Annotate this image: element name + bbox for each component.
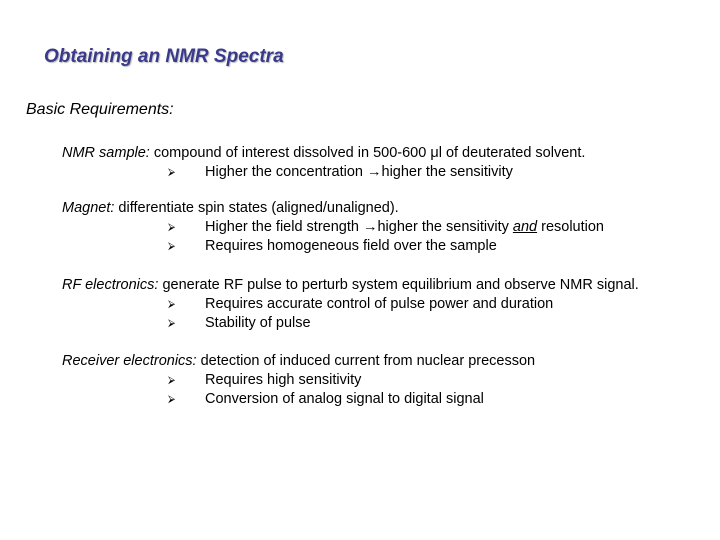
section-nmr-sample xyxy=(62,144,712,182)
bullet-text: Requires accurate control of pulse power and duration xyxy=(205,296,554,312)
section-term: Magnet: xyxy=(62,200,115,216)
section-rf-electronics xyxy=(62,276,712,333)
bullet-text-end: resolution xyxy=(537,219,604,235)
arrow-bullet-icon: ⮚ xyxy=(168,299,176,310)
bullet-item xyxy=(62,371,712,390)
bullet-item xyxy=(62,237,712,256)
arrow-bullet-icon: ⮚ xyxy=(168,394,176,405)
right-arrow-icon: → xyxy=(367,164,382,180)
bullet-text: Higher the concentration xyxy=(205,164,368,180)
bullet-text: Requires homogeneous field over the sample xyxy=(205,238,497,254)
arrow-bullet-icon: ⮚ xyxy=(168,375,176,386)
right-arrow-icon: → xyxy=(362,219,378,235)
section-magnet xyxy=(62,199,712,256)
bullet-item xyxy=(62,390,712,409)
bullet-item xyxy=(62,218,712,237)
section-term: NMR sample: xyxy=(62,145,150,161)
bullet-text-cont: higher the sensitivity xyxy=(381,164,513,180)
slide-title: Obtaining an NMR Spectra xyxy=(44,46,284,67)
arrow-bullet-icon: ⮚ xyxy=(168,222,176,233)
bullet-text: Stability of pulse xyxy=(205,315,311,331)
arrow-bullet-icon: ⮚ xyxy=(168,318,176,329)
section-text: compound of interest dissolved in 500-600 μl of deuterated solvent. xyxy=(149,145,586,161)
section-term: RF electronics: xyxy=(62,277,159,293)
section-heading xyxy=(62,352,712,371)
arrow-bullet-icon: ⮚ xyxy=(168,241,176,252)
section-text: generate RF pulse to perturb system equilibrium and observe NMR signal. xyxy=(158,277,639,293)
section-term: Receiver electronics: xyxy=(62,353,197,369)
slide-subtitle: Basic Requirements: xyxy=(26,101,174,118)
bullet-text-cont: higher the sensitivity xyxy=(377,219,513,235)
bullet-item xyxy=(62,295,712,314)
underlined-word: and xyxy=(512,219,538,235)
bullet-item xyxy=(62,163,712,182)
bullet-text: Conversion of analog signal to digital signal xyxy=(205,391,484,407)
bullet-text: Higher the field strength xyxy=(205,219,363,235)
bullet-item xyxy=(62,314,712,333)
section-heading xyxy=(62,144,712,163)
section-text: detection of induced current from nuclear precesson xyxy=(196,353,536,369)
section-heading xyxy=(62,276,712,295)
section-receiver-electronics xyxy=(62,352,712,409)
bullet-text: Requires high sensitivity xyxy=(205,372,362,388)
section-heading xyxy=(62,199,712,218)
arrow-bullet-icon: ⮚ xyxy=(168,167,176,178)
section-text: differentiate spin states (aligned/unaligned). xyxy=(114,200,399,216)
